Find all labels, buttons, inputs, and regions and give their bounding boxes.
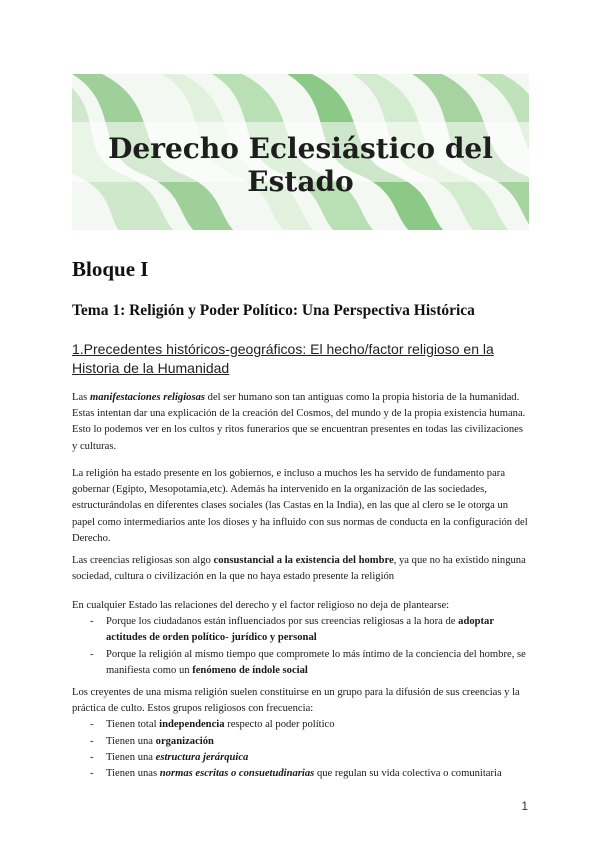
dash-bullet: -	[90, 768, 94, 780]
paragraph-4	[72, 598, 530, 679]
religious-groups-list	[72, 717, 530, 782]
paragraph-1	[72, 390, 530, 455]
list-item	[72, 766, 530, 782]
emphasis-text: consustancial a la existencia del hombre	[213, 555, 394, 566]
emphasis-text: fenómeno de índole social	[192, 664, 308, 676]
document-title: Derecho Eclesiástico del Estado	[108, 132, 493, 198]
paragraph-3	[72, 553, 530, 585]
emphasis-text: independencia	[159, 719, 225, 731]
paragraph-5-intro: Los creyentes de una misma religión suelen constituirse en un grupo para la difusión de sus creencias y la práctica de culto. Estos grupos religiosos con frecuencia:	[72, 687, 520, 715]
dash-bullet: -	[90, 751, 94, 763]
emphasis-text: estructura jerárquica	[155, 751, 249, 763]
text-run: Porque la religión al mismo tiempo que compromete lo más íntimo de la conciencia del hombre, se manifiesta como un	[106, 648, 526, 676]
text-run: , ya que no ha existido ninguna sociedad, cultura o civilización en la que no haya estado presente la religión	[72, 555, 526, 583]
text-run: Tienen una	[106, 751, 156, 763]
paragraph-4-intro: En cualquier Estado las relaciones del derecho y el factor religioso no deja de plantearse:	[72, 600, 450, 611]
subsection-heading: 1.Precedentes históricos-geográficos: El hecho/factor religioso en la Historia de la Humanidad	[72, 341, 494, 376]
block-heading: Bloque I	[72, 257, 149, 281]
text-run: del ser humano son tan antiguas como la propia historia de la humanidad. Estas intentan dar una explicación de la creación del Cosmos, del mundo y de la propia existencia humana. Esto lo podemos ver en los cultos y ritos funerarios que se encuentran presentes en todas las civilizaciones y culturas.	[72, 392, 526, 452]
dash-bullet: -	[90, 616, 94, 628]
emphasis-text: adoptar actitudes de orden político- jurídico y personal	[106, 616, 494, 644]
topic-heading: Tema 1: Religión y Poder Político: Una Perspectiva Histórica	[72, 302, 475, 319]
emphasis-text: organización	[155, 735, 214, 747]
emphasis-text: manifestaciones religiosas	[89, 392, 206, 403]
emphasis-text: normas escritas o consuetudinarias	[159, 768, 315, 780]
dash-bullet: -	[90, 735, 94, 747]
text-run: que regulan su vida colectiva o comunitaria	[314, 768, 502, 780]
dash-bullet: -	[90, 719, 94, 731]
list-item	[72, 717, 530, 733]
title-banner	[72, 74, 529, 230]
list-item	[72, 614, 530, 646]
dash-bullet: -	[90, 648, 94, 660]
list-item	[72, 647, 530, 679]
text-run: Tienen unas	[106, 768, 160, 780]
text-run: Las creencias religiosas son algo	[72, 555, 214, 566]
text-run: respecto al poder político	[224, 719, 335, 731]
list-item	[72, 750, 530, 766]
list-item	[72, 734, 530, 750]
text-run: Porque los ciudadanos están influenciados por sus creencias religiosas a la hora de	[106, 616, 459, 628]
paragraph-5	[72, 685, 530, 782]
relations-list	[72, 614, 530, 679]
paragraph-2: La religión ha estado presente en los gobiernos, e incluso a muchos les ha servido de fundamento para gobernar (Egipto, Mesopotamia,etc). Además ha intervenido en la organización de las sociedades, estructurándolas en diferentes clases sociales (las Castas en la India), en las que al clero se le otorga un papel como intermediarios ante los dioses y ha influido con sus normas de conducta en la configuración del Derecho.	[72, 468, 528, 544]
page-number: 1	[521, 799, 528, 813]
text-run: Tienen total	[106, 719, 160, 731]
text-run: Tienen una	[106, 735, 156, 747]
text-run: Las	[72, 392, 90, 403]
